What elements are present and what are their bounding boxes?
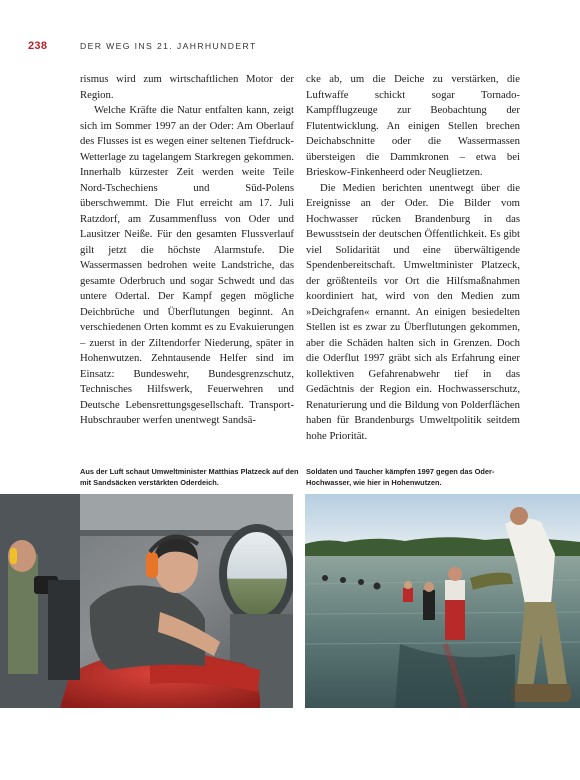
- caption-right: Soldaten und Taucher kämpfen 1997 gegen das Oder-Hochwasser, wie hier in Hohenwutzen.: [306, 467, 495, 487]
- running-head: DER WEG INS 21. JAHRHUNDERT: [80, 41, 257, 51]
- photo-helicopter-interior: [0, 494, 293, 708]
- paragraph: Die Medien berichten unentwegt über die Ereignisse an der Oder. Die Bilder vom Hochwasser rücken Brandenburg in das Bewusstsein der deutschen Öffentlichkeit. Es gibt viel Solidarität und eine überwältigende Spendenbereitschaft. Umweltminister Platzeck, der größtenteils vor Ort die Hilfsmaßnahmen koordiniert hat, wird von den Medien zum »Deichgrafen« ernannt. An einigen besiedelten Stellen ist es zwar zu Überflutungen gekommen, aber die Schäden halten sich in Grenzen. Doch die Oderflut 1997 gräbt sich als Erfahrung einer kollektiven Gefahrenabwehr tief in das Gedächtnis der Region ein. Hochwasserschutz, Renaturierung und die Bildung von Polderflächen haben für Brandenburgs Umweltpolitik seitdem hohe Priorität.: [306, 181, 520, 442]
- page-number: 238: [28, 40, 48, 52]
- text-column-right: [306, 72, 520, 444]
- text-column-left: [80, 72, 294, 429]
- photo-flood-helpers: [305, 494, 580, 708]
- caption-left: Aus der Luft schaut Umweltminister Matthias Platzeck auf den mit Sandsäcken verstärkten Oderdeich.: [80, 467, 299, 487]
- paragraph: cke ab, um die Deiche zu verstärken, die Luftwaffe schickt sogar Tornado-Kampfflugzeuge zur Beobachtung der Flutentwicklung. An einigen Stellen brechen Deichabschnitte oder die Wassermassen übersteigen die Dammkronen – etwa bei Brieskow-Finkenheerd oder Neuglietzen.: [306, 73, 520, 178]
- paragraph: rismus wird zum wirtschaftlichen Motor der Region.: [80, 73, 294, 101]
- paragraph: Welche Kräfte die Natur entfalten kann, zeigt sich im Sommer 1997 an der Oder: Am Oberlauf des Flusses ist es wegen einer seltenen Tiefdruck-Wetterlage zu tagelangem Starkregen gekommen. Innerhalb kürzester Zeit werden weite Teile Nord-Tschechiens und Süd-Polens überschwemmt. Die Flut erreicht am 17. Juli Ratzdorf, am Zusammenfluss von Oder und Lausitzer Neiße. Für den gesamten Flussverlauf gilt jetzt die höchste Alarmstufe. Die Wassermassen bedrohen weite Landstriche, das gesamte Oderbruch und sogar Schwedt und das untere Odertal. Der Kampf gegen mögliche Deichbrüche und Überflutungen beginnt. An verschiedenen Orten kommt es zu Evakuierungen – zuerst in der Ziltendorfer Niederung, später in Hohenwutzen. Zehntausende Helfer sind im Einsatz: Bundeswehr, Bundesgrenzschutz, Technisches Hilfswerk, Feuerwehren und Deutsche Lebensrettungsgesellschaft. Transport-Hubschrauber werfen unentwegt Sandsä-: [80, 104, 294, 426]
